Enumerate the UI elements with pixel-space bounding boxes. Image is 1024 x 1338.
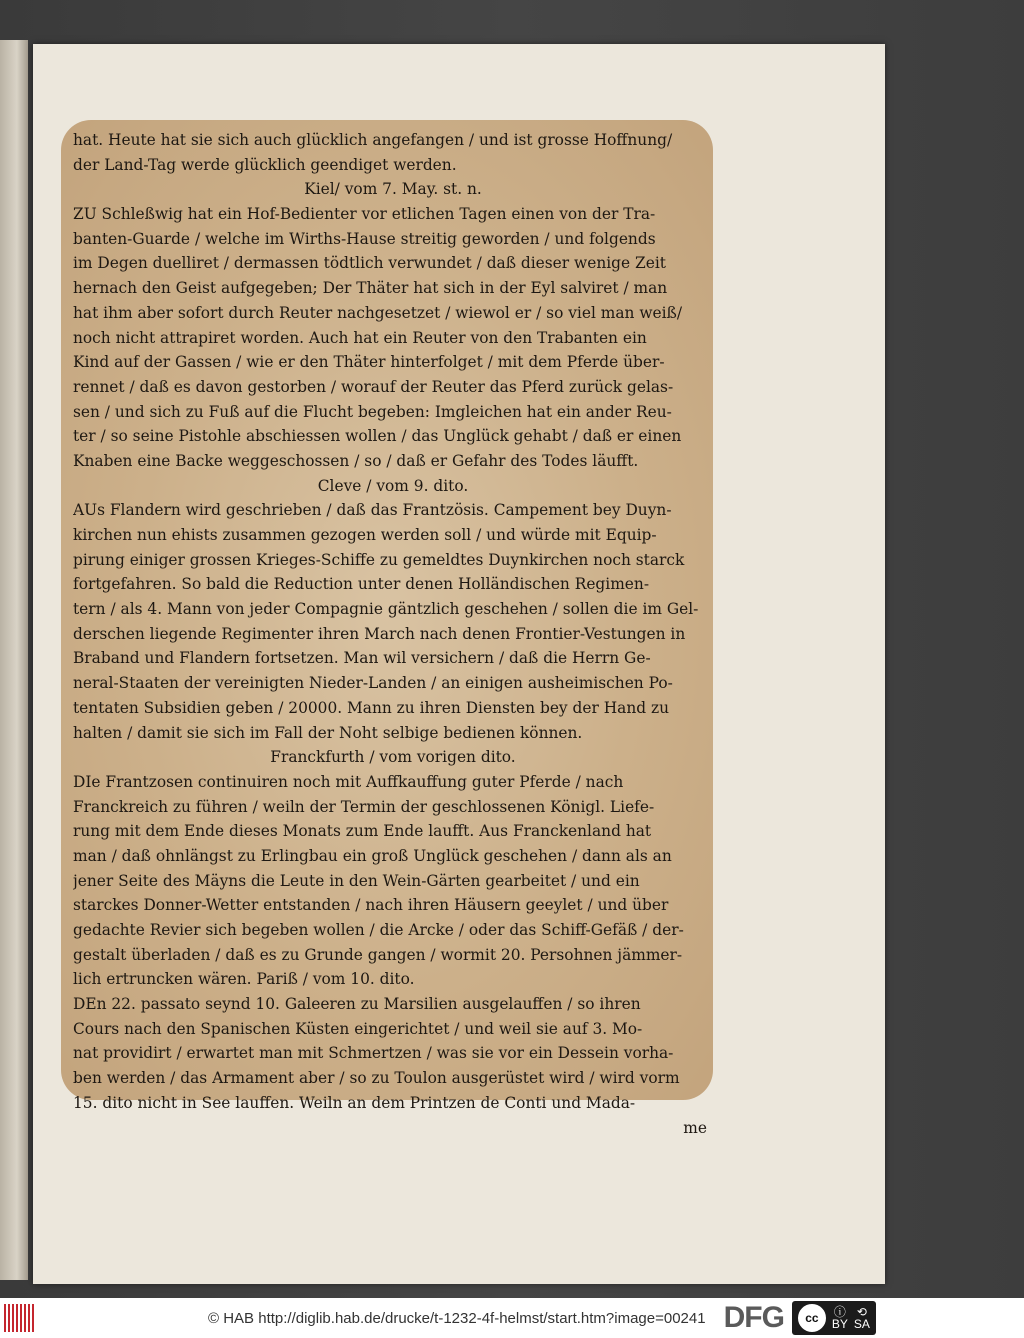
text-line: banten-Guarde / welche im Wirths-Hause streitig geworden / und folgends bbox=[73, 229, 656, 248]
dfg-logo-icon[interactable]: DFG bbox=[723, 1301, 784, 1334]
text-line: hat ihm aber sofort durch Reuter nachgesetzet / wiewol er / so viel man weiß/ bbox=[73, 303, 683, 322]
text-line: pirung einiger grossen Krieges-Schiffe zu gemeldtes Duynkirchen noch starck bbox=[73, 550, 685, 569]
text-line: sen / und sich zu Fuß auf die Flucht begeben: Imgleichen hat ein ander Reu- bbox=[73, 402, 672, 421]
text-line: DIe Frantzosen continuiren noch mit Auffkauffung guter Pferde / nach bbox=[73, 772, 624, 791]
catchword: me bbox=[683, 1118, 707, 1137]
text-line: gedachte Revier sich begeben wollen / die Arcke / oder das Schiff-Gefäß / der- bbox=[73, 921, 684, 939]
text-line: Kind auf der Gassen / wie er den Thäter hinterfolget / mit dem Pferde über- bbox=[73, 353, 665, 372]
cc-circle-icon: cc bbox=[798, 1304, 826, 1332]
text-line: ben werden / das Armament aber / so zu Toulon ausgerüstet wird / wird vorm bbox=[73, 1069, 680, 1088]
text-line: nat providirt / erwartet man mit Schmertzen / was sie vor ein Dessein vorha- bbox=[73, 1044, 674, 1063]
text-line: kirchen nun ehists zusammen gezogen werden soll / und würde mit Equip- bbox=[73, 526, 657, 544]
cc-by-icon: ⓘ bbox=[833, 1305, 846, 1319]
text-line: ter / so seine Pistohle abschiessen wollen / das Unglück gehabt / daß er einen bbox=[73, 427, 682, 446]
text-line: gestalt überladen / daß es zu Grunde gangen / wormit 20. Persohnen jämmer- bbox=[73, 945, 683, 964]
text-line: halten / damit sie sich im Fall der Noht selbige bedienen können. bbox=[73, 723, 583, 742]
text-line: tern / als 4. Mann von jeder Compagnie gäntzlich geschehen / sollen die im Gel- bbox=[73, 600, 699, 619]
text-line: Braband und Flandern fortsetzen. Man wil versichern / daß die Herrn Ge- bbox=[73, 649, 651, 668]
text-line: Cours nach den Spanischen Küsten eingerichtet / und weil sie auf 3. Mo- bbox=[73, 1019, 643, 1038]
text-line: ZU Schleßwig hat ein Hof-Bedienter vor etlichen Tagen einen von der Tra- bbox=[73, 205, 656, 224]
page-text bbox=[73, 128, 713, 1140]
text-line: rennet / daß es davon gestorben / worauf der Reuter das Pferd zurück gelas- bbox=[73, 377, 674, 396]
viewer-footer bbox=[0, 1298, 1024, 1338]
text-line: lich ertruncken wären. Pariß / vom 10. dito. bbox=[73, 970, 415, 989]
text-line: hat. Heute hat sie sich auch glücklich angefangen / und ist grosse Hoffnung/ bbox=[73, 131, 673, 149]
text-line: DEn 22. passato seynd 10. Galeeren zu Marsilien ausgelauffen / so ihren bbox=[73, 995, 641, 1014]
text-line: hernach den Geist aufgegeben; Der Thäter hat sich in der Eyl salviret / man bbox=[73, 279, 668, 298]
text-line: rung mit dem Ende dieses Monats zum Ende laufft. Aus Franckenland hat bbox=[73, 822, 652, 841]
cc-sa-icon: ⟲ bbox=[856, 1305, 867, 1319]
text-line: jener Seite des Mäyns die Leute in den Wein-Gärten gearbeitet / und ein bbox=[73, 871, 640, 890]
text-line: der Land-Tag werde glücklich geendiget werden. bbox=[73, 155, 457, 174]
copyright-url[interactable]: © HAB http://diglib.hab.de/drucke/t-1232-4f-helmst/start.htm?image=00241 bbox=[208, 1309, 706, 1327]
text-line: Knaben eine Backe weggeschossen / so / daß er Gefahr des Todes läufft. bbox=[73, 451, 639, 470]
document-page bbox=[33, 44, 885, 1284]
text-line: AUs Flandern wird geschrieben / daß das Frantzösis. Campement bey Duyn- bbox=[73, 501, 672, 520]
dateline-kiel: Kiel/ vom 7. May. st. n. bbox=[304, 180, 482, 199]
cc-sa-label: SA bbox=[853, 1317, 870, 1331]
text-line: 15. dito nicht in See lauffen. Weiln an dem Printzen de Conti und Mada- bbox=[73, 1093, 636, 1112]
text-line: noch nicht attrapiret worden. Auch hat ein Reuter von den Trabanten ein bbox=[73, 328, 647, 347]
barcode-logo-icon[interactable] bbox=[4, 1303, 40, 1333]
text-line: neral-Staaten der vereinigten Nieder-Landen / an einigen ausheimischen Po- bbox=[73, 674, 673, 693]
text-line: starckes Donner-Wetter entstanden / nach ihren Häusern geeylet / und über bbox=[73, 896, 669, 915]
text-line: im Degen duelliret / dermassen tödtlich verwundet / daß dieser wenige Zeit bbox=[73, 254, 666, 273]
text-line: Franckreich zu führen / weiln der Termin der geschlossenen Königl. Liefe- bbox=[73, 797, 655, 816]
cc-license-icon[interactable] bbox=[792, 1301, 876, 1335]
dateline-franckfurth: Franckfurth / vom vorigen dito. bbox=[270, 748, 516, 767]
text-line: man / daß ohnlängst zu Erlingbau ein groß Unglück geschehen / dann als an bbox=[73, 846, 672, 865]
cc-by-label: BY bbox=[831, 1317, 848, 1331]
text-line: derschen liegende Regimenter ihren March nach denen Frontier-Vestungen in bbox=[73, 624, 686, 643]
text-line: tentaten Subsidien geben / 20000. Mann zu ihren Diensten bey der Hand zu bbox=[73, 698, 670, 717]
left-page-edge bbox=[0, 40, 28, 1280]
dateline-cleve: Cleve / vom 9. dito. bbox=[317, 476, 469, 495]
text-line: fortgefahren. So bald die Reduction unter denen Holländischen Regimen- bbox=[73, 575, 650, 594]
